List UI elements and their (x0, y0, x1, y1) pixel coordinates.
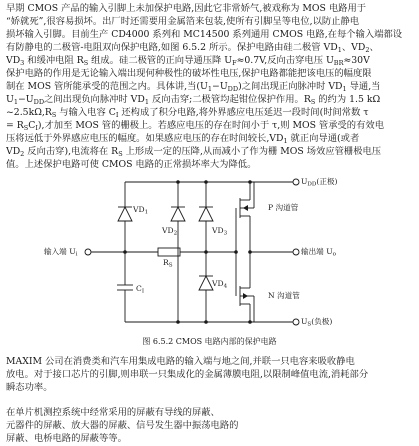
vss-terminal (293, 319, 299, 325)
subscript: 1 (283, 137, 288, 145)
vd4-diode (199, 276, 213, 290)
subscript: S (118, 150, 123, 158)
subscript: o (332, 251, 336, 258)
node-dot (204, 250, 208, 254)
nmos-label: N 沟道管 (268, 291, 300, 300)
subscript: S (83, 59, 89, 67)
subscript: 2 (365, 46, 370, 54)
subscript: 1 (144, 98, 149, 106)
node-dot (248, 250, 252, 254)
subscript: I (35, 124, 38, 132)
subscript: S (168, 262, 173, 269)
subscript: 1 (337, 46, 342, 54)
node-dot (204, 320, 208, 324)
rs-label: $R_S$ (163, 258, 173, 269)
subscript: 3 (20, 59, 25, 67)
subscript: I (115, 111, 119, 119)
text-line: 瞬态功率。 (6, 382, 53, 393)
subscript: S (51, 111, 57, 119)
text-line: $VD_2$ 反向击穿),电流将在 $R_S$ 上形成一定的压降,从而减小了作为栅 MOS 场效应管栅极电压 (6, 146, 382, 158)
subscript: 1 (144, 209, 149, 216)
node-dot (204, 180, 208, 184)
node-dot (176, 320, 180, 324)
text-line: 值。上述保护电路可使 CMOS 电路的正常损坏率大为降低。 (6, 159, 257, 170)
subscript: DD (307, 181, 317, 188)
text-line: $U_1-U_{DD}$之间出现负向脉冲时 $VD_1$ 反向击穿;二极管均起钳位保护作用。$R_S$ 的约为 1.5 kΩ (6, 94, 381, 106)
text-line: 损坏输入引脚。目前生产 CD4000 系列和 MC14500 系列通用 CMOS 电路,在每个输入端都设 (6, 29, 403, 40)
vd2-label: $VD_2$ (162, 226, 178, 237)
subscript: BR (333, 59, 344, 67)
subscript: I (141, 288, 145, 295)
subscript: S (307, 321, 312, 328)
text-line: 有防静电的二极管-电阻双向保护电路,如图 6.5.2 所示。保护电路由硅二极管 $VD_1$、$VD_2$、 (6, 42, 379, 54)
text-line: 放电。对于接口芯片的引脚,则串联一只集成化的金属薄膜电阻,以限制峰值电流,消耗部分 (6, 369, 369, 380)
text-line: $\sim 2.5k\Omega,R_S$ 与输入电容 $C_I$ 还构成了积分电路,将外界感应电压延迟一段时间(时间常数 τ (6, 107, 369, 119)
subscript: 4 (223, 283, 228, 290)
text-line: MAXIM 公司在消费类和汽车用集成电路的输入端与地之间,并联一只电容来吸收静电 (6, 356, 355, 367)
subscript: F (232, 59, 237, 67)
text-line: 制在 MOS 管所能承受的范围之内。具体讲,当$(U_1-U_{DD})$之间出现正向脉冲时 $VD_1$ 导通,当 (6, 81, 381, 93)
vdd-label: $U_{DD}$(正极) (301, 177, 338, 188)
subscript: 1 (13, 98, 18, 106)
figure-caption: 图 6.5.2 CMOS 电路内部的保护电路 (142, 337, 277, 346)
vd1-label: $VD_1$ (133, 205, 149, 216)
subscript: 2 (173, 230, 178, 237)
text-line: 早期 CMOS 产品的输入引脚上未加保护电路,因此它非常娇气,被戏称为 MOS 电路用于 (6, 3, 367, 14)
subscript: S (23, 124, 29, 132)
subscript: 1 (342, 85, 347, 93)
subscript: DD (227, 85, 239, 93)
input-terminal (85, 249, 91, 255)
input-label: 输入端 $U_i$ (44, 247, 78, 258)
ci-label: $C_I$ (136, 284, 145, 295)
nmos-transistor (240, 268, 254, 322)
text-line: “娇就死”,很容易损坏。出厂时还需要用金属箔来包装,使所有引脚呈等电位,以防止静电 (6, 16, 360, 27)
output-terminal (293, 249, 299, 255)
text-line: $VD_3$ 和缓冲电阻 $R_S$ 组成。硅二极管的正向导通压降 $U_F\approx 0.7V$,反向击穿电压 $U_{BR}\approx 30V$ (6, 55, 370, 67)
subscript: 1 (207, 85, 213, 93)
subscript: 2 (20, 150, 25, 158)
output-label: 输出端 $U_o$ (301, 247, 336, 258)
node-dot (234, 250, 238, 254)
pmos-transistor (240, 182, 254, 236)
vd4-label: $VD_4$ (212, 279, 228, 290)
node-dot (176, 180, 180, 184)
node-dot (248, 320, 252, 324)
text-line: 元器件的屏蔽、放大器的屏蔽、信号发生器中振荡电路的 (6, 420, 239, 431)
vd3-diode (199, 207, 213, 221)
rs-resistor (158, 248, 180, 256)
vd3-label: $VD_3$ (212, 226, 228, 237)
subscript: i (75, 251, 78, 258)
subscript: S (310, 98, 316, 106)
text-line: 在单片机测控系统中经常采用的屏蔽有导线的屏蔽、 (6, 407, 220, 418)
vss-label: $U_S$(负极) (301, 317, 333, 328)
node-dot (248, 180, 252, 184)
pmos-label: P 沟道管 (268, 203, 299, 212)
text-line: = $R_SC_I$),才加至 MOS 管的栅极上。若感应电压的存在时间小于 τ,则 MOS 管承受的有效电 (6, 120, 384, 132)
node-dot (123, 250, 127, 254)
vdd-terminal (293, 179, 299, 185)
text-line: 屏蔽、电桥电路的屏蔽等等。 (6, 433, 127, 444)
ci-capacitor (117, 285, 133, 290)
subscript: DD (33, 98, 45, 106)
subscript: 3 (223, 230, 228, 237)
text-line: 保护电路的作用是无论输入端出现何种极性的破坏性电压,保护电路都能把该电压的幅度限 (6, 68, 372, 79)
vd1-diode (118, 207, 132, 221)
text-line: 压将远低于外界感应电压的幅度。如果感应电压的存在时间较长$,VD_1$ 就正向导通(或者 (6, 133, 360, 145)
vd2-diode (171, 207, 185, 221)
